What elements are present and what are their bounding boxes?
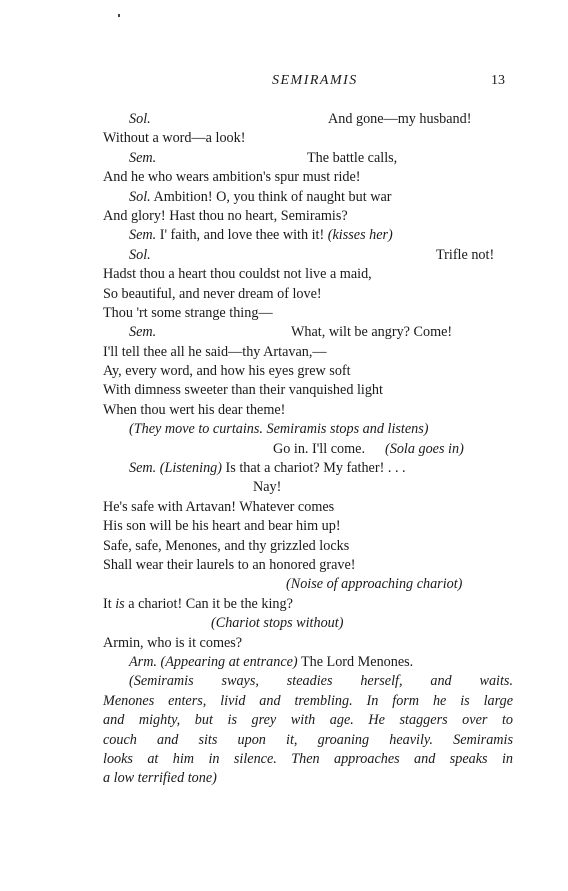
speaker-sem: Sem. <box>129 149 157 166</box>
play-text <box>103 110 513 789</box>
verse-line: Armin, who is it comes? <box>103 634 243 651</box>
speech: I' faith, and love thee with it! <box>159 227 325 244</box>
speech: Trifle not! <box>436 246 495 263</box>
stage-direction: (Appearing at entrance) <box>160 653 298 670</box>
speech: And gone—my husband! <box>328 111 472 127</box>
stage-direction: (Noise of approaching chariot) <box>286 576 463 593</box>
verse-line: Safe, safe, Menones, and thy grizzled locks <box>103 537 350 554</box>
stage-direction: (Sola goes in) <box>385 440 464 457</box>
verse-line <box>103 110 513 129</box>
verse-line: Shall wear their laurels to an honored grave! <box>103 556 356 573</box>
speaker-arm: Arm. <box>129 653 157 670</box>
stage-paragraph-line: looks at him in silence. Then approaches and speaks in <box>103 750 513 767</box>
speech: What, wilt be angry? Come! <box>291 324 453 341</box>
stage-direction-line <box>103 575 513 594</box>
stage-direction: (They move to curtains. Semiramis stops and listens) <box>129 421 429 438</box>
verse-line <box>103 323 513 342</box>
verse-line: His son will be his heart and bear him up! <box>103 518 341 535</box>
verse-line: And glory! Hast thou no heart, Semiramis? <box>103 207 348 224</box>
stage-paragraph-line: and mighty, but is grey with age. He staggers over to <box>103 712 513 729</box>
verse-line: Hadst thou a heart thou couldst not live a maid, <box>103 266 372 283</box>
speaker-sem: Sem. <box>129 227 157 244</box>
stage-paragraph-line: Menones enters, livid and trembling. In form he is large <box>103 692 513 709</box>
speaker-sol: Sol. <box>129 111 151 127</box>
speech: Ambition! O, you think of naught but war <box>153 188 392 205</box>
stage-paragraph-line: couch and sits upon it, groaning heavily. Semiramis <box>103 731 513 748</box>
verse-line <box>103 188 513 207</box>
verse-line <box>103 440 513 459</box>
speech: The Lord Menones. <box>300 653 414 670</box>
speaker-sem: Sem. <box>129 460 157 477</box>
stage-paragraph-line: a low terrified tone) <box>103 770 217 787</box>
stage-direction-line <box>103 420 513 439</box>
verse-line <box>103 653 513 672</box>
running-title: SEMIRAMIS <box>272 73 358 88</box>
speech: Is that a chariot? My father! . . . <box>225 460 406 477</box>
verse-line: And he who wears ambition's spur must ride! <box>103 169 361 186</box>
verse-line: When thou wert his dear theme! <box>103 401 286 418</box>
verse-line: I'll tell thee all he said—thy Artavan,— <box>103 343 327 360</box>
speaker-sol: Sol. <box>129 246 151 263</box>
verse-line: So beautiful, and never dream of love! <box>103 285 322 302</box>
speech-emphasis: is <box>115 595 125 612</box>
verse-line: Thou 'rt some strange thing— <box>103 304 273 321</box>
verse-line <box>103 459 513 478</box>
running-header <box>0 73 568 93</box>
stage-direction: (Listening) <box>159 460 222 477</box>
speech: a chariot! Can it be the king? <box>124 595 293 612</box>
speaker-sol: Sol. <box>129 188 151 205</box>
verse-line: He's safe with Artavan! Whatever comes <box>103 498 335 515</box>
stage-direction: (Chariot stops without) <box>211 615 344 632</box>
speaker-sem: Sem. <box>129 324 157 341</box>
verse-line: Without a word—a look! <box>103 130 246 147</box>
stage-paragraph-line: (Semiramis sways, steadies herself, and waits. <box>129 673 513 690</box>
verse-line: Nay! <box>253 479 282 496</box>
page-number: 13 <box>491 73 505 88</box>
verse-line <box>103 595 513 614</box>
verse-line: Ay, every word, and how his eyes grew soft <box>103 363 351 380</box>
stage-direction-line <box>103 614 513 633</box>
ink-speck <box>118 14 120 17</box>
stage-direction: (kisses her) <box>327 227 393 244</box>
verse-line <box>103 226 513 245</box>
verse-line <box>103 246 513 265</box>
verse-line: With dimness sweeter than their vanquished light <box>103 382 383 399</box>
speech: The battle calls, <box>307 149 398 166</box>
verse-line <box>103 149 513 168</box>
speech: Go in. I'll come. <box>273 440 365 457</box>
speech: It <box>103 595 116 612</box>
